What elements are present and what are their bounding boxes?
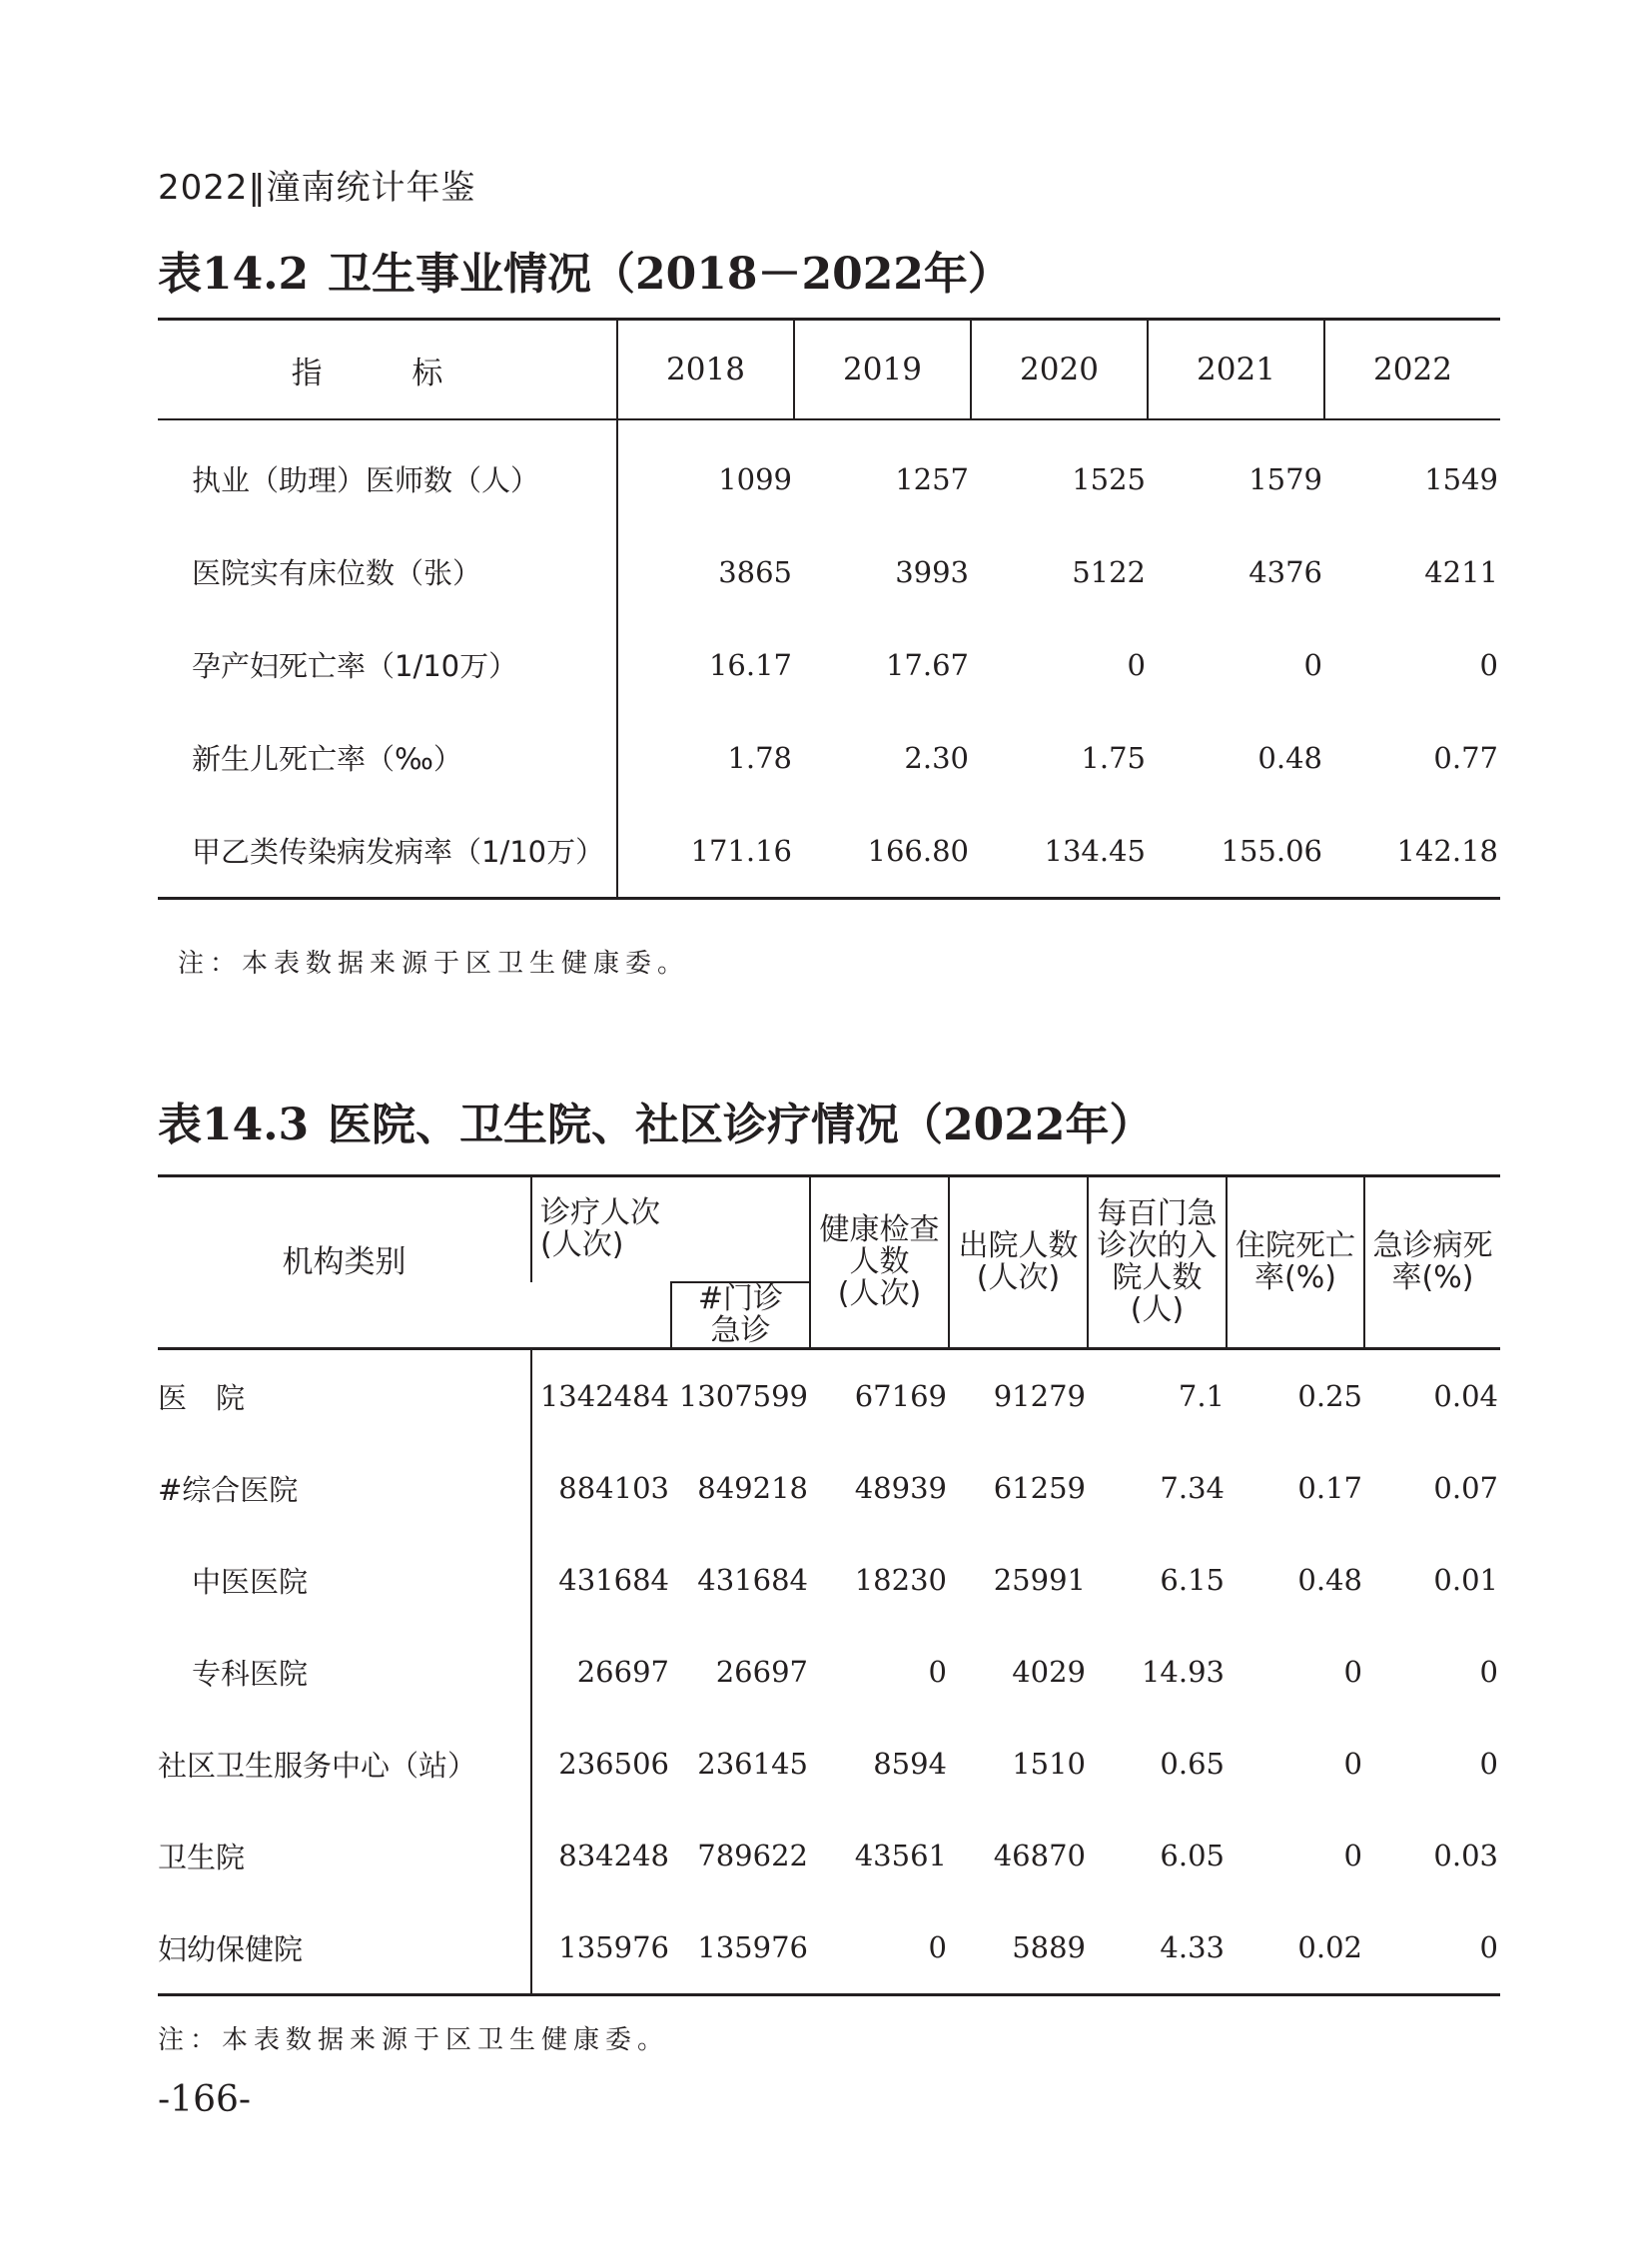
running-head: 2022‖潼南统计年鉴 xyxy=(158,168,476,208)
cell-value: 8594 xyxy=(873,1747,947,1781)
table-row xyxy=(158,525,1500,618)
table-title-text: 卫生事业情况（2018－2022年） xyxy=(328,249,1012,300)
row-label: 新生儿死亡率（‰） xyxy=(192,742,462,776)
cell-value: 6.05 xyxy=(1160,1839,1225,1872)
cell-value: 0 xyxy=(928,1655,947,1689)
table-row xyxy=(158,618,1500,711)
cell-value: 16.17 xyxy=(617,618,794,711)
cell-value: 0 xyxy=(1343,1839,1362,1872)
table-number: 表14.2 xyxy=(158,249,310,300)
row-label: 孕产妇死亡率（1/10万） xyxy=(192,649,518,683)
cell-value: 171.16 xyxy=(617,804,794,899)
cell-value: 135976 xyxy=(697,1930,808,1964)
outpatient-header: #门诊 急诊 xyxy=(671,1282,810,1349)
row-label: 卫生院 xyxy=(158,1840,246,1874)
cell-value: 0.17 xyxy=(1297,1471,1362,1505)
row-label: 专科医院 xyxy=(192,1656,309,1691)
cell-value: 14.93 xyxy=(1141,1655,1225,1689)
row-label: #综合医院 xyxy=(158,1472,299,1507)
cell-value: 0.03 xyxy=(1433,1839,1498,1872)
page-number: -166- xyxy=(158,2079,252,2120)
table-title-text: 医院、卫生院、社区诊疗情况（2022年） xyxy=(328,1100,1154,1150)
cell-value: 1579 xyxy=(1248,461,1322,496)
cell-value: 0 xyxy=(1343,1747,1362,1781)
cell-value: 1.78 xyxy=(617,711,794,804)
table-row xyxy=(158,1810,1500,1901)
cell-value: 431684 xyxy=(697,1563,808,1597)
cell-value: 2.30 xyxy=(904,740,969,775)
cell-value: 884103 xyxy=(531,1442,671,1534)
cell-value: 4376 xyxy=(1248,554,1322,589)
cell-value: 43561 xyxy=(854,1839,947,1872)
cell-value: 1342484 xyxy=(531,1349,671,1443)
cell-value: 155.06 xyxy=(1221,833,1322,868)
year-header: 2022 xyxy=(1324,320,1500,420)
year-header: 2020 xyxy=(971,320,1148,420)
cell-value: 61259 xyxy=(993,1471,1086,1505)
cell-value: 0.25 xyxy=(1297,1379,1362,1413)
cell-value: 0.48 xyxy=(1297,1563,1362,1597)
year-header: 2018 xyxy=(617,320,794,420)
cell-value: 0 xyxy=(1303,647,1322,682)
health-stats-table xyxy=(158,318,1500,900)
table-number: 表14.3 xyxy=(158,1100,310,1150)
cell-value: 0 xyxy=(1479,1655,1498,1689)
cell-value: 0.48 xyxy=(1257,740,1322,775)
cell-value: 166.80 xyxy=(867,833,969,868)
indicator-header: 指 标 xyxy=(158,320,617,420)
cell-value: 1099 xyxy=(617,419,794,525)
cell-value: 1257 xyxy=(895,461,969,496)
table-14-3-title xyxy=(158,1089,1153,1152)
cell-value: 6.15 xyxy=(1160,1563,1225,1597)
cell-value: 7.34 xyxy=(1160,1471,1225,1505)
cell-value: 0.02 xyxy=(1297,1930,1362,1964)
cell-value: 849218 xyxy=(697,1471,808,1505)
cell-value: 1.75 xyxy=(1081,740,1146,775)
cell-value: 0 xyxy=(928,1930,947,1964)
table-row xyxy=(158,1626,1500,1718)
table-row xyxy=(158,1718,1500,1810)
cell-value: 1549 xyxy=(1424,461,1498,496)
cell-value: 18230 xyxy=(854,1563,947,1597)
cell-value: 48939 xyxy=(854,1471,947,1505)
cell-value: 5889 xyxy=(1012,1930,1086,1964)
cell-value: 5122 xyxy=(1072,554,1146,589)
cell-value: 3993 xyxy=(895,554,969,589)
year-header: 2021 xyxy=(1148,320,1324,420)
table-note: 注：本表数据来源于区卫生健康委。 xyxy=(158,2025,670,2055)
table-14-2-title xyxy=(158,238,1012,302)
cell-value: 4211 xyxy=(1424,554,1498,589)
table-row xyxy=(158,804,1500,899)
cell-value: 0 xyxy=(1127,647,1146,682)
cell-value: 0 xyxy=(1479,647,1498,682)
cell-value: 0.65 xyxy=(1160,1747,1225,1781)
cell-value: 7.1 xyxy=(1178,1379,1225,1413)
header-row xyxy=(158,320,1500,420)
inpatient-death-rate-header: 住院死亡 率(%) xyxy=(1227,1176,1364,1349)
table-row xyxy=(158,711,1500,804)
discharged-header: 出院人数 (人次) xyxy=(949,1176,1088,1349)
row-label: 执业（助理）医师数（人） xyxy=(192,463,540,497)
cell-value: 789622 xyxy=(697,1839,808,1872)
admissions-per-100-header: 每百门急 诊次的入 院人数 (人) xyxy=(1088,1176,1227,1349)
header-row xyxy=(158,1176,1500,1283)
cell-value: 91279 xyxy=(993,1379,1086,1413)
table-row xyxy=(158,1442,1500,1534)
cell-value: 46870 xyxy=(993,1839,1086,1872)
cell-value: 25991 xyxy=(993,1563,1086,1597)
cell-value: 0 xyxy=(1479,1747,1498,1781)
cell-value: 17.67 xyxy=(885,647,969,682)
row-label: 中医医院 xyxy=(192,1564,309,1599)
table-row xyxy=(158,1349,1500,1443)
cell-value: 0 xyxy=(1343,1655,1362,1689)
cell-value: 0.01 xyxy=(1433,1563,1498,1597)
cell-value: 142.18 xyxy=(1396,833,1498,868)
cell-value: 834248 xyxy=(531,1810,671,1901)
table-row xyxy=(158,419,1500,525)
cell-value: 134.45 xyxy=(1044,833,1146,868)
cell-value: 0.77 xyxy=(1433,740,1498,775)
cell-value: 67169 xyxy=(854,1379,947,1413)
category-header: 机构类别 xyxy=(158,1176,531,1349)
cell-value: 236145 xyxy=(697,1747,808,1781)
table-row xyxy=(158,1534,1500,1626)
cell-value: 26697 xyxy=(531,1626,671,1718)
cell-value: 431684 xyxy=(531,1534,671,1626)
cell-value: 135976 xyxy=(531,1901,671,1995)
year-header: 2019 xyxy=(794,320,971,420)
row-label: 医 院 xyxy=(158,1380,246,1415)
health-check-header: 健康检查 人数 (人次) xyxy=(810,1176,949,1349)
cell-value: 26697 xyxy=(715,1655,808,1689)
row-label: 甲乙类传染病发病率（1/10万） xyxy=(192,835,605,869)
visits-header: 诊疗人次 (人次) xyxy=(531,1176,810,1283)
cell-value: 0 xyxy=(1479,1930,1498,1964)
cell-value: 4.33 xyxy=(1160,1930,1225,1964)
cell-value: 1510 xyxy=(1012,1747,1086,1781)
cell-value: 3865 xyxy=(617,525,794,618)
cell-value: 4029 xyxy=(1012,1655,1086,1689)
cell-value: 1525 xyxy=(1072,461,1146,496)
cell-value: 0.07 xyxy=(1433,1471,1498,1505)
row-label: 社区卫生服务中心（站） xyxy=(158,1748,477,1783)
clinic-stats-table xyxy=(158,1174,1500,1996)
table-note: 注：本表数据来源于区卫生健康委。 xyxy=(178,949,690,979)
row-label: 妇幼保健院 xyxy=(158,1931,304,1966)
table-row xyxy=(158,1901,1500,1995)
cell-value: 1307599 xyxy=(678,1379,808,1413)
emergency-death-rate-header: 急诊病死 率(%) xyxy=(1364,1176,1500,1349)
row-label: 医院实有床位数（张） xyxy=(192,556,482,590)
cell-value: 0.04 xyxy=(1433,1379,1498,1413)
cell-value: 236506 xyxy=(531,1718,671,1810)
